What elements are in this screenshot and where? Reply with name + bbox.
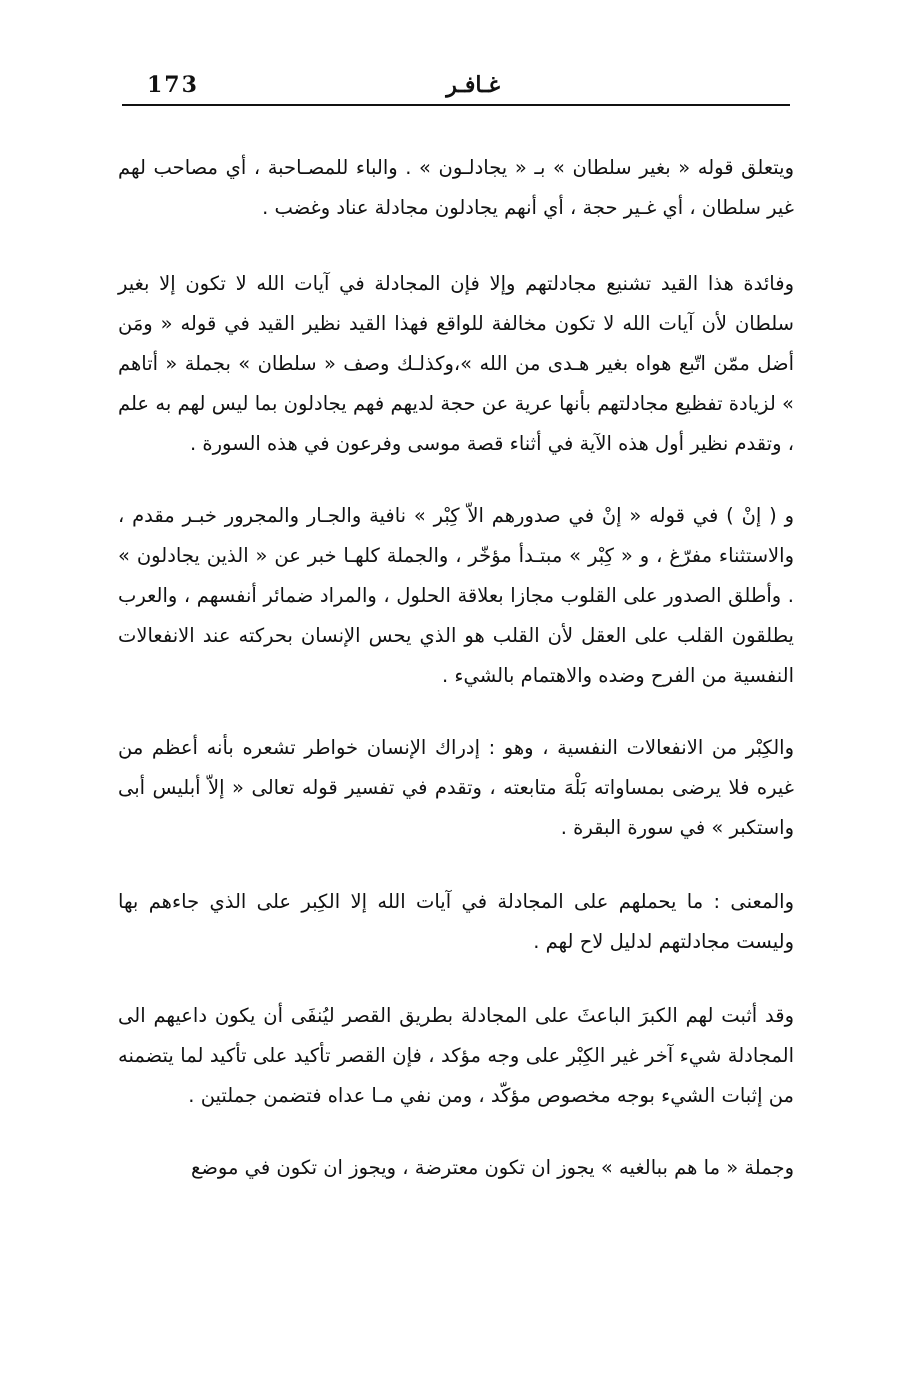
body-text: [118, 148, 794, 1188]
page-header: [122, 70, 790, 104]
paragraph: ويتعلق قوله « بغير سلطان » بـ « يجادلـون » . والباء للمصـاحبة ، أي مصاحب لهم غير سلطان ، أي غـير حجة ، أي أنهم يجادلون مجادلة عناد وغضب .: [118, 156, 794, 219]
page-number: 173: [147, 72, 199, 98]
paragraph: وقد أثبت لهم الكبرَ الباعثَ على المجادلة بطريق القصر ليُنفَى أن يكون داعيهم الى المجادلة شيء آخر غير الكِبْر على وجه مؤكد ، فإن القصر تأكيد على تأكيد لما يتضمنه من إثبات الشيء بوجه مخصوص مؤكّد ، ومن نفي مـا عداه فتضمن جملتين .: [118, 1004, 794, 1107]
paragraph: وجملة « ما هم ببالغيه » يجوز ان تكون معترضة ، ويجوز ان تكون في موضع: [191, 1156, 794, 1179]
paragraph: و ( إنْ ) في قوله « إنْ في صدورهم الاّ كِبْر » نافية والجـار والمجرور خبـر مقدم ، والاستثناء مفرّغ ، و « كِبْر » مبتـدأ مؤخّر ، والجملة كلهـا خبر عن « الذين يجادلون » . وأطلق الصدور على القلوب مجازا بعلاقة الحلول ، والمراد ضمائر أنفسهم ، والعرب يطلقون القلب على العقل لأن القلب هو الذي يحس الإنسان بحركته عند الانفعالات النفسية من الفرح وضده والاهتمام بالشيء .: [118, 504, 794, 687]
paragraph: وفائدة هذا القيد تشنيع مجادلتهم وإلا فإن المجادلة في آيات الله لا تكون إلا بغير سلطان لأن آيات الله لا تكون مخالفة للواقع فهذا القيد نظير القيد في قوله « ومَن أضل ممّن اتّبع هواه بغير هـدى من الله »،وكذلـك وصف « سلطان » بجملة « أتاهم » لزيادة تفظيع مجادلتهم بأنها عرية عن حجة لديهم فهم يجادلون بما ليس لهم به علم ، وتقدم نظير أول هذه الآية في أثناء قصة موسى وفرعون في هذه السورة .: [118, 272, 794, 455]
paragraph: والكِبْر من الانفعالات النفسية ، وهو : إدراك الإنسان خواطر تشعره بأنه أعظم من غيره فلا يرضى بمساواته بَلْهَ متابعته ، وتقدم في تفسير قوله تعالى « إلاّ أبليس أبى واستكبر » في سورة البقرة .: [118, 736, 794, 839]
header-rule: [122, 104, 790, 106]
paragraph: والمعنى : ما يحملهم على المجادلة في آيات الله إلا الكِبر على الذي جاءهم بها وليست مجادلتهم لدليل لاح لهم .: [118, 890, 794, 953]
running-title: غـافـر: [446, 72, 500, 98]
